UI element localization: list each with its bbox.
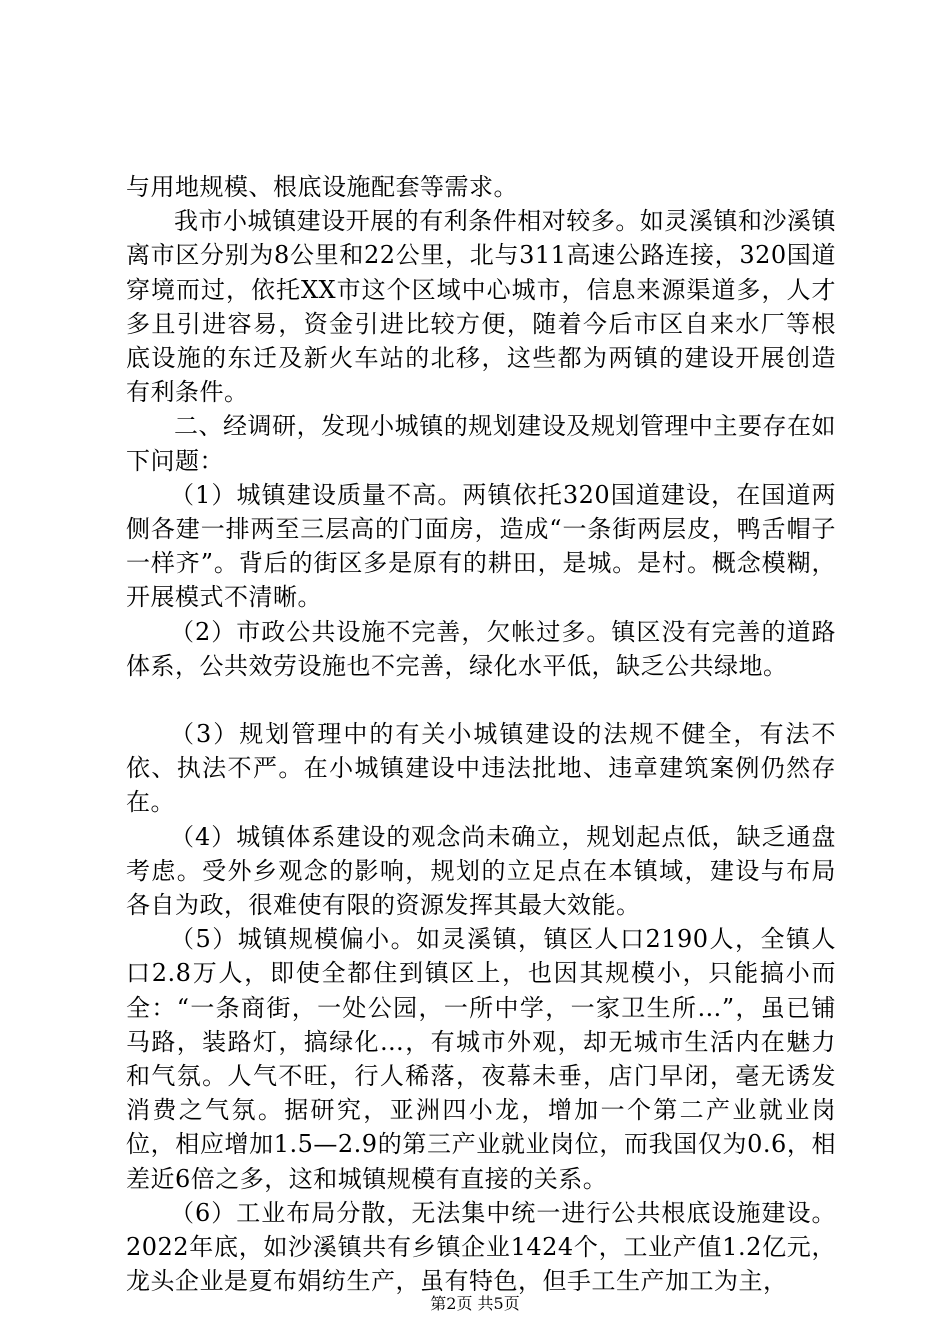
paragraph-continuation: 与用地规模、根底设施配套等需求。 (126, 173, 518, 201)
paragraph-favorable-conditions: 我市小城镇建设开展的有利条件相对较多。如灵溪镇和沙溪镇离市区分别为8公里和22公里，北与311高速公路连接，320国道穿境而过，依托XX市这个区域中心城市，信息来源渠道多，人才多且引进容易，资金引进比较方便，随着今后市区自来水厂等根底设施的东迁及新火车站的北移，这些都为两镇的建设开展创造有利条件。 (126, 207, 836, 407)
document-body (126, 170, 836, 1299)
paragraph-problem-6: （6）工业布局分散，无法集中统一进行公共根底设施建设。2022年底，如沙溪镇共有乡镇企业1424个，工业产值1.2亿元，龙头企业是夏布娟纺生产，虽有特色，但手工生产加工为主， (126, 1198, 836, 1296)
paragraph-problem-3: （3）规划管理中的有关小城镇建设的法规不健全，有法不依、执法不严。在小城镇建设中违法批地、违章建筑案例仍然存在。 (126, 720, 836, 817)
page-footer: 第2页 共5页 (430, 1294, 520, 1313)
paragraph-problem-1: （1）城镇建设质量不高。两镇依托320国道建设，在国道两侧各建一排两至三层高的门面房，造成“一条街两层皮，鸭舌帽子一样齐”。背后的街区多是原有的耕田，是城。是村。概念模糊，开展模式不清晰。 (126, 480, 836, 612)
paragraph-problem-4: （4）城镇体系建设的观念尚未确立，规划起点低，缺乏通盘考虑。受外乡观念的影响，规划的立足点在本镇域，建设与布局各自为政，很难使有限的资源发挥其最大效能。 (126, 822, 836, 920)
paragraph-gap (126, 683, 836, 717)
paragraph-problem-5: （5）城镇规模偏小。如灵溪镇，镇区人口2190人，全镇人口2.8万人，即使全都住到镇区上，也因其规模小，只能搞小而全：“一条商街，一处公园，一所中学，一家卫生所…”，虽已铺马路，装路灯，搞绿化…，有城市外观，却无城市生活内在魅力和气氛。人气不旺，行人稀落，夜幕未垂，店门早闭，毫无诱发消费之气氛。据研究，亚洲四小龙，增加一个第二产业就业岗位，相应增加1.5—2.9的第三产业就业岗位，而我国仅为0.6，相差近6倍之多，这和城镇规模有直接的关系。 (126, 925, 836, 1193)
paragraph-problem-2: （2）市政公共设施不完善，欠帐过多。镇区没有完善的道路体系，公共效劳设施也不完善，绿化水平低，缺乏公共绿地。 (126, 617, 836, 680)
paragraph-section-two-heading: 二、经调研，发现小城镇的规划建设及规划管理中主要存在如下问题： (126, 412, 836, 475)
